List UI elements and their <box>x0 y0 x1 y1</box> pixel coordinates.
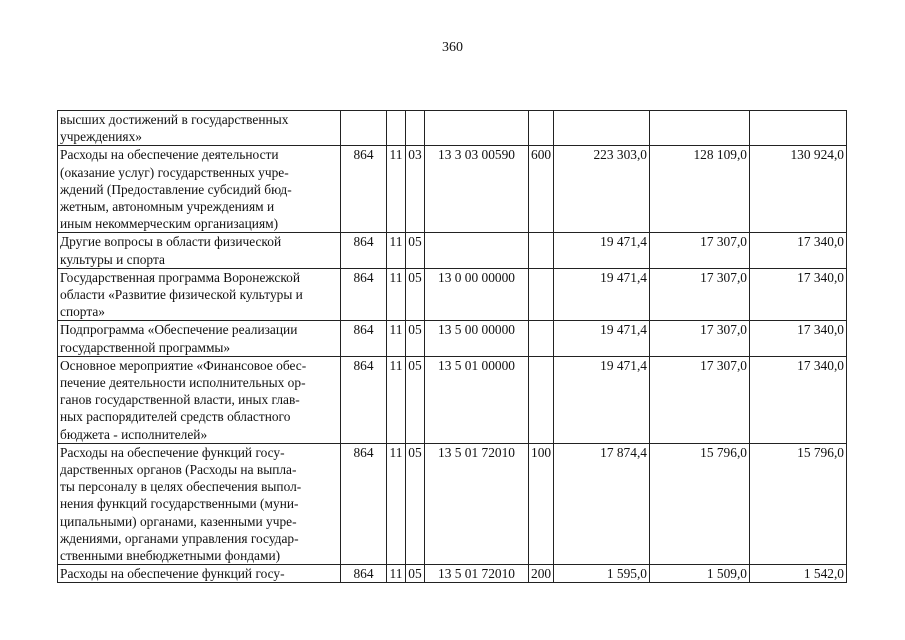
page-number: 360 <box>442 40 463 55</box>
name-line: (оказание услуг) государственных учре- <box>60 164 289 180</box>
budget-table <box>57 110 847 583</box>
cell-amount-year-2: 17 307,0 <box>650 321 750 356</box>
cell-amount-year-3: 17 340,0 <box>750 233 847 268</box>
cell-subsection <box>406 111 425 146</box>
cell-target-article: 13 0 00 00000 <box>425 268 529 321</box>
cell-target-article: 13 3 03 00590 <box>425 146 529 233</box>
cell-name <box>58 146 341 233</box>
cell-amount-year-3: 1 542,0 <box>750 565 847 583</box>
name-line: иным некоммерческим организациям) <box>60 216 279 232</box>
cell-amount-year-1 <box>554 111 650 146</box>
cell-name <box>58 565 341 583</box>
cell-target-article <box>425 111 529 146</box>
cell-amount-year-1: 19 471,4 <box>554 268 650 321</box>
name-line: Расходы на обеспечение функций госу- <box>60 444 285 460</box>
cell-grbs: 864 <box>341 146 387 233</box>
cell-amount-year-2 <box>650 111 750 146</box>
name-line: спорта» <box>60 304 105 320</box>
cell-expense-type <box>529 111 554 146</box>
cell-amount-year-2: 17 307,0 <box>650 356 750 443</box>
name-line: нения функций государственными (муни- <box>60 496 299 512</box>
cell-target-article: 13 5 01 72010 <box>425 565 529 583</box>
cell-amount-year-1: 19 471,4 <box>554 321 650 356</box>
cell-grbs: 864 <box>341 233 387 268</box>
name-line: жетным, автономным учреждениям и <box>60 199 275 215</box>
name-line: Подпрограмма «Обеспечение реализации <box>60 322 298 338</box>
cell-target-article <box>425 233 529 268</box>
cell-section: 11 <box>387 233 406 268</box>
cell-section: 11 <box>387 356 406 443</box>
cell-subsection: 05 <box>406 443 425 564</box>
cell-amount-year-1: 17 874,4 <box>554 443 650 564</box>
table-row <box>58 268 847 321</box>
cell-amount-year-1: 19 471,4 <box>554 356 650 443</box>
cell-target-article: 13 5 01 00000 <box>425 356 529 443</box>
cell-expense-type: 200 <box>529 565 554 583</box>
cell-amount-year-3 <box>750 111 847 146</box>
table-row <box>58 443 847 564</box>
cell-grbs: 864 <box>341 443 387 564</box>
table-row <box>58 565 847 583</box>
name-line: дарственных органов (Расходы на выпла- <box>60 462 297 478</box>
name-line: учреждениях» <box>60 129 142 145</box>
cell-name <box>58 443 341 564</box>
name-line: высших достижений в государственных <box>60 112 289 127</box>
name-line: Основное мероприятие «Финансовое обес- <box>60 357 307 373</box>
cell-amount-year-3: 15 796,0 <box>750 443 847 564</box>
cell-subsection: 03 <box>406 146 425 233</box>
cell-expense-type <box>529 268 554 321</box>
name-line: Другие вопросы в области физической <box>60 234 282 250</box>
name-line: ципальными) органами, казенными учре- <box>60 513 297 529</box>
name-line: печение деятельности исполнительных ор- <box>60 375 306 391</box>
name-line: ты персоналу в целях обеспечения выпол- <box>60 479 302 495</box>
cell-grbs: 864 <box>341 565 387 583</box>
table-row <box>58 111 847 146</box>
cell-subsection: 05 <box>406 565 425 583</box>
name-line: государственной программы» <box>60 339 231 355</box>
cell-section: 11 <box>387 321 406 356</box>
cell-name <box>58 111 341 146</box>
cell-section: 11 <box>387 268 406 321</box>
cell-amount-year-3: 17 340,0 <box>750 321 847 356</box>
cell-amount-year-2: 17 307,0 <box>650 233 750 268</box>
name-line: ждениями, органами управления государ- <box>60 530 299 546</box>
cell-name <box>58 356 341 443</box>
cell-amount-year-1: 223 303,0 <box>554 146 650 233</box>
name-line: Государственная программа Воронежской <box>60 269 301 285</box>
name-line: ственными внебюджетными фондами) <box>60 548 281 564</box>
cell-amount-year-2: 15 796,0 <box>650 443 750 564</box>
cell-grbs: 864 <box>341 268 387 321</box>
cell-expense-type: 600 <box>529 146 554 233</box>
table-row <box>58 321 847 356</box>
name-line: ганов государственной власти, иных глав- <box>60 392 300 408</box>
table-row <box>58 233 847 268</box>
cell-grbs: 864 <box>341 356 387 443</box>
name-line: Расходы на обеспечение функций госу- <box>60 566 285 582</box>
cell-subsection: 05 <box>406 268 425 321</box>
cell-amount-year-3: 17 340,0 <box>750 356 847 443</box>
cell-section: 11 <box>387 443 406 564</box>
cell-target-article: 13 5 01 72010 <box>425 443 529 564</box>
cell-expense-type <box>529 321 554 356</box>
cell-name <box>58 268 341 321</box>
name-line: ных распорядителей средств областного <box>60 409 291 425</box>
cell-amount-year-2: 128 109,0 <box>650 146 750 233</box>
cell-expense-type <box>529 233 554 268</box>
cell-expense-type <box>529 356 554 443</box>
cell-grbs <box>341 111 387 146</box>
name-line: бюджета - исполнителей» <box>60 426 208 442</box>
cell-amount-year-2: 17 307,0 <box>650 268 750 321</box>
table-body <box>58 111 847 583</box>
table-row <box>58 146 847 233</box>
cell-amount-year-2: 1 509,0 <box>650 565 750 583</box>
cell-target-article: 13 5 00 00000 <box>425 321 529 356</box>
name-line: Расходы на обеспечение деятельности <box>60 147 279 163</box>
cell-amount-year-3: 17 340,0 <box>750 268 847 321</box>
cell-name <box>58 321 341 356</box>
cell-grbs: 864 <box>341 321 387 356</box>
cell-section: 11 <box>387 146 406 233</box>
cell-amount-year-3: 130 924,0 <box>750 146 847 233</box>
name-line: ждений (Предоставление субсидий бюд- <box>60 181 292 197</box>
cell-subsection: 05 <box>406 356 425 443</box>
cell-section <box>387 111 406 146</box>
name-line: культуры и спорта <box>60 251 165 267</box>
cell-subsection: 05 <box>406 233 425 268</box>
name-line: области «Развитие физической культуры и <box>60 287 303 303</box>
table-row <box>58 356 847 443</box>
cell-name <box>58 233 341 268</box>
cell-amount-year-1: 1 595,0 <box>554 565 650 583</box>
cell-amount-year-1: 19 471,4 <box>554 233 650 268</box>
cell-expense-type: 100 <box>529 443 554 564</box>
cell-subsection: 05 <box>406 321 425 356</box>
cell-section: 11 <box>387 565 406 583</box>
